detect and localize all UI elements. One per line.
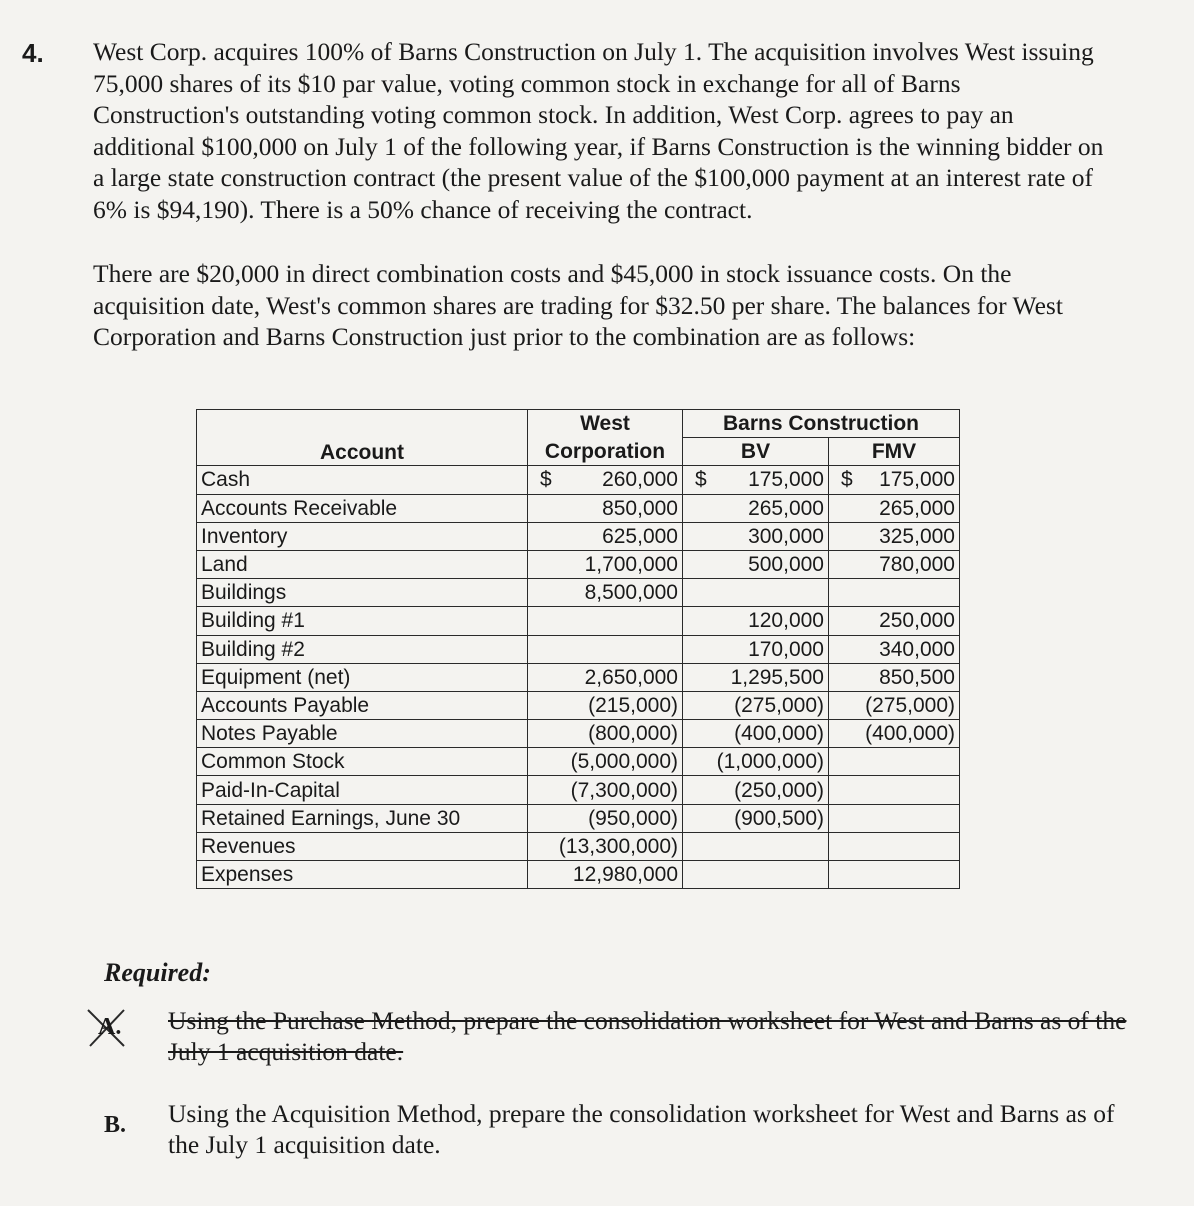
cell-value: 625,000 — [602, 524, 678, 548]
cell-value: (13,300,000) — [558, 834, 678, 858]
cell-account: Land — [197, 550, 528, 578]
item-a-letter: A. — [98, 1014, 122, 1040]
cell-bv — [683, 466, 829, 494]
cell-account: Common Stock — [197, 748, 528, 776]
item-b-line: Using the Acquisition Method, prepare the consolidation worksheet for West and Barns as of — [168, 1099, 1115, 1128]
currency-symbol: $ — [540, 468, 552, 492]
cell-value: (900,500) — [734, 806, 824, 830]
cell-west — [528, 607, 683, 635]
table-row — [197, 776, 960, 804]
cell-west — [528, 748, 683, 776]
cell-account: Equipment (net) — [197, 663, 528, 691]
cell-west — [528, 804, 683, 832]
cell-value: (1,000,000) — [716, 750, 824, 774]
cell-fmv — [829, 748, 960, 776]
cell-bv — [683, 691, 829, 719]
cell-fmv — [829, 607, 960, 635]
cell-west — [528, 550, 683, 578]
cell-bv — [683, 720, 829, 748]
paragraph-line: acquisition date, West's common shares are trading for $32.50 per share. The balances for West — [93, 290, 1063, 320]
item-a-line: July 1 acquisition date. — [168, 1037, 404, 1066]
cell-account: Cash — [197, 466, 528, 494]
table-row — [197, 466, 960, 494]
item-b-letter: B. — [104, 1112, 127, 1138]
paragraph-line: 75,000 shares of its $10 par value, voting common stock in exchange for all of Barns — [93, 68, 961, 98]
paragraph-line: Corporation and Barns Construction just prior to the combination are as follows: — [93, 322, 916, 351]
cell-value: 265,000 — [748, 496, 824, 520]
balances-table — [196, 409, 960, 889]
cell-bv — [683, 663, 829, 691]
cell-value: (5,000,000) — [570, 750, 678, 774]
cell-fmv — [829, 579, 960, 607]
item-b-line: the July 1 acquisition date. — [168, 1130, 441, 1159]
item-a-line: Using the Purchase Method, prepare the consolidation worksheet for West and Barns as of the — [168, 1006, 1127, 1035]
cell-value: 1,295,500 — [730, 665, 824, 689]
currency-symbol: $ — [695, 468, 707, 492]
cell-value: 300,000 — [748, 524, 824, 548]
cell-west — [528, 832, 683, 860]
cell-bv — [683, 861, 829, 889]
cell-value: 12,980,000 — [572, 863, 678, 887]
cell-fmv — [829, 466, 960, 494]
cell-fmv — [829, 635, 960, 663]
cell-account: Revenues — [197, 832, 528, 860]
cell-value: (400,000) — [734, 722, 824, 746]
cell-value: (7,300,000) — [570, 778, 678, 802]
question-number: 4. — [22, 38, 44, 68]
cell-bv — [683, 776, 829, 804]
cell-bv — [683, 494, 829, 522]
cell-fmv — [829, 663, 960, 691]
header-account: Account — [197, 410, 528, 466]
cell-fmv — [829, 494, 960, 522]
cell-account: Paid-In-Capital — [197, 776, 528, 804]
table-row — [197, 522, 960, 550]
cell-bv — [683, 522, 829, 550]
currency-symbol: $ — [841, 468, 853, 492]
cell-account: Expenses — [197, 861, 528, 889]
cell-west — [528, 776, 683, 804]
cell-fmv — [829, 550, 960, 578]
cell-value: (275,000) — [865, 693, 955, 717]
cell-value: 850,000 — [602, 496, 678, 520]
cell-account: Notes Payable — [197, 720, 528, 748]
table-row — [197, 691, 960, 719]
cell-west — [528, 720, 683, 748]
cell-value: 850,500 — [879, 665, 955, 689]
cell-value: (400,000) — [865, 722, 955, 746]
cell-fmv — [829, 861, 960, 889]
cell-fmv — [829, 804, 960, 832]
required-item-b — [168, 1098, 1158, 1160]
cell-account: Inventory — [197, 522, 528, 550]
cell-value: 780,000 — [879, 553, 955, 577]
cell-bv — [683, 832, 829, 860]
cell-bv — [683, 550, 829, 578]
table-row — [197, 832, 960, 860]
cell-account: Buildings — [197, 579, 528, 607]
cell-value: (275,000) — [734, 693, 824, 717]
cell-value: 175,000 — [748, 468, 824, 492]
header-west-line2: Corporation — [528, 438, 683, 466]
required-heading: Required: — [104, 958, 211, 987]
table-row — [197, 579, 960, 607]
item-a-letter-crossed — [84, 1006, 144, 1050]
cell-west — [528, 861, 683, 889]
table-row — [197, 607, 960, 635]
cell-value: 265,000 — [879, 496, 955, 520]
cell-west — [528, 691, 683, 719]
cell-west — [528, 522, 683, 550]
paragraph-line: additional $100,000 on July 1 of the following year, if Barns Construction is the winning bidder on — [93, 131, 1104, 161]
cell-value: 170,000 — [748, 637, 824, 661]
paragraph-line: There are $20,000 in direct combination costs and $45,000 in stock issuance costs. On the — [93, 259, 1012, 288]
paragraph-line: West Corp. acquires 100% of Barns Construction on July 1. The acquisition involves West issuing — [93, 37, 1094, 66]
table-row — [197, 861, 960, 889]
cell-west — [528, 494, 683, 522]
table-row — [197, 748, 960, 776]
header-west-line1: West — [528, 410, 683, 438]
table-row — [197, 550, 960, 578]
cell-bv — [683, 635, 829, 663]
table-row — [197, 635, 960, 663]
header-fmv: FMV — [829, 438, 960, 466]
cell-value: (250,000) — [734, 778, 824, 802]
cell-value: 120,000 — [748, 609, 824, 633]
cell-west — [528, 579, 683, 607]
header-bv: BV — [683, 438, 829, 466]
cell-account: Building #2 — [197, 635, 528, 663]
cell-value: (215,000) — [588, 693, 678, 717]
cell-value: 250,000 — [879, 609, 955, 633]
cell-account: Accounts Payable — [197, 691, 528, 719]
cell-value: 2,650,000 — [584, 665, 678, 689]
cell-fmv — [829, 720, 960, 748]
cell-value: 500,000 — [748, 553, 824, 577]
cell-value: 260,000 — [602, 468, 678, 492]
table-body — [197, 466, 960, 889]
problem-paragraph-1 — [93, 36, 1158, 225]
paragraph-line: Construction's outstanding voting common stock. In addition, West Corp. agrees to pay an — [93, 100, 1014, 129]
cell-value: (950,000) — [588, 806, 678, 830]
cell-value: 1,700,000 — [584, 553, 678, 577]
paragraph-line: a large state construction contract (the present value of the $100,000 payment at an interest rate of — [93, 163, 1094, 192]
table-row — [197, 494, 960, 522]
cell-fmv — [829, 832, 960, 860]
required-item-a — [168, 1005, 1158, 1067]
cell-value: 175,000 — [879, 468, 955, 492]
table-row — [197, 663, 960, 691]
problem-paragraph-2 — [93, 258, 1158, 353]
cell-fmv — [829, 522, 960, 550]
cell-fmv — [829, 776, 960, 804]
cell-bv — [683, 804, 829, 832]
table-row — [197, 804, 960, 832]
cell-west — [528, 635, 683, 663]
cell-value: (800,000) — [588, 722, 678, 746]
cell-west — [528, 663, 683, 691]
cell-bv — [683, 748, 829, 776]
cell-value: 325,000 — [879, 524, 955, 548]
cell-account: Accounts Receivable — [197, 494, 528, 522]
cell-account: Building #1 — [197, 607, 528, 635]
cell-account: Retained Earnings, June 30 — [197, 804, 528, 832]
cell-value: 8,500,000 — [584, 581, 678, 605]
cell-west — [528, 466, 683, 494]
header-barns: Barns Construction — [683, 410, 960, 438]
cell-value: 340,000 — [879, 637, 955, 661]
cell-bv — [683, 607, 829, 635]
paragraph-line: 6% is $94,190). There is a 50% chance of receiving the contract. — [93, 194, 753, 224]
cell-fmv — [829, 691, 960, 719]
cell-bv — [683, 579, 829, 607]
table-row — [197, 720, 960, 748]
